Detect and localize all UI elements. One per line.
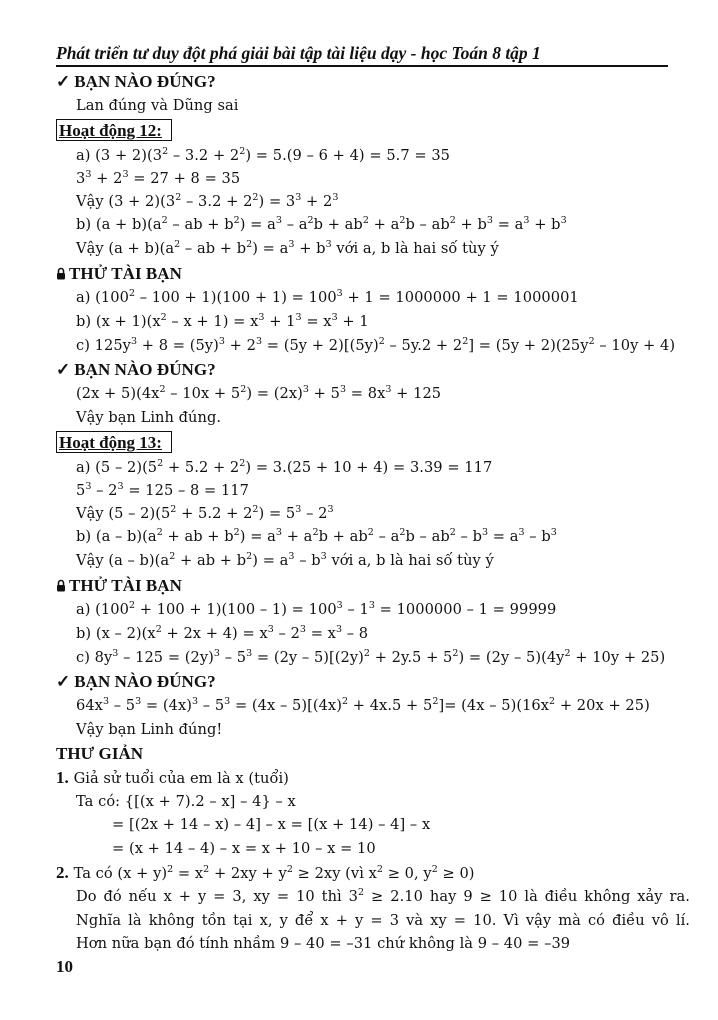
exponent: 2	[159, 384, 166, 395]
exponent: 2	[203, 864, 210, 875]
exponent: 3	[299, 624, 307, 635]
exponent: 3	[275, 527, 283, 538]
exponent: 3	[550, 527, 557, 538]
list-item-2: 2. Ta có $(x + y)^2 = x^2 + 2xy + y^2 \ge 2xy$ (vì $x^2 \ge 0$, $y^2 \ge 0$)	[56, 863, 475, 882]
exponent: 2	[363, 648, 371, 659]
math-line: c) $125y^3 + 8 = (5y)^3 + 2^3 = (5y + 2)[(5y)^2 - 5y.2 + 2^2] = (5y + 2)(25y^2 - 10y + 4)$	[76, 336, 676, 354]
exponent: 2	[162, 146, 169, 157]
exponent: 3	[295, 504, 302, 515]
math-line: Vậy $(3 + 2)(3^2 - 3.2 + 2^2) = 3^3 + 2^3$	[76, 192, 339, 210]
exponent: 3	[218, 336, 225, 347]
section-heading-thu-gian: THƯ GIẢN	[56, 744, 144, 763]
math-line: c) $8y^3 - 125 = (2y)^3 - 5^3 = (2y - 5)[(2y)^2 + 2y.5 + 5^2) = (2y - 5)(4y^2 + 10y + 25)$	[76, 648, 666, 666]
exponent: 2	[462, 336, 469, 347]
exponent: 3	[325, 239, 332, 250]
exponent: 3	[258, 312, 265, 323]
exponent: 2	[157, 458, 164, 469]
math-line: Vậy $(5 - 2)(5^2 + 5.2 + 2^2) = 5^3 - 2^3$	[76, 504, 334, 522]
page-number: 10	[56, 957, 73, 976]
exponent: 2	[549, 696, 556, 707]
exponent: 3	[85, 481, 92, 492]
text-line: Nghĩa là không tồn tại x, y để x + y = 3 và xy = 10. Vì vậy mà có điều vô lí.	[76, 912, 690, 929]
activity-13-box: Hoạt động 13:	[56, 431, 172, 453]
exponent: 2	[432, 696, 439, 707]
exponent: 2	[161, 215, 168, 226]
exponent: 3	[327, 504, 334, 515]
math-line: Vậy $(a - b)(a^2$ + ab + $b^2) = a^3 - b^3$ với a, b là hai số tùy ý	[76, 551, 494, 569]
section-heading-ban-nao-dung-3: ✓ BẠN NÀO ĐÚNG?	[56, 672, 216, 691]
exponent: 2	[239, 146, 246, 157]
exponent: 2	[358, 887, 365, 898]
exponent: 3	[275, 215, 283, 226]
exponent: 2	[252, 192, 259, 203]
exponent: 3	[213, 648, 221, 659]
text-line: Vậy bạn Linh đúng.	[76, 409, 222, 426]
exponent: 2	[167, 864, 174, 875]
exponent: 3	[331, 312, 338, 323]
exponent: 3	[135, 696, 142, 707]
text-line: Hơn nữa bạn đó tính nhầm 9 – 40 = –31 chứ không là 9 – 40 = –39	[76, 935, 571, 952]
exponent: 2	[399, 215, 406, 226]
section-heading-ban-nao-dung-2: ✓ BẠN NÀO ĐÚNG?	[56, 360, 216, 379]
exponent: 3	[523, 215, 530, 226]
exponent: 2	[246, 239, 253, 250]
exponent: 2	[239, 458, 246, 469]
exponent: 3	[130, 336, 138, 347]
exponent: 2	[431, 864, 438, 875]
exponent: 2	[376, 864, 384, 875]
exponent: 2	[246, 551, 253, 562]
exponent: 3	[486, 215, 493, 226]
exponent: 3	[288, 551, 295, 562]
exponent: 3	[336, 288, 343, 299]
exponent: 2	[286, 864, 293, 875]
text-line: = (x + 14 – 4) – x = x + 10 – x = 10	[112, 840, 376, 857]
exponent: 3	[295, 312, 302, 323]
exponent: 3	[288, 239, 295, 250]
exponent: 3	[518, 527, 525, 538]
exponent: 3	[224, 696, 231, 707]
exponent: 3	[122, 169, 129, 180]
exponent: 2	[452, 648, 459, 659]
exponent: 2	[449, 527, 456, 538]
exponent: 2	[341, 696, 349, 707]
exponent: 3	[255, 336, 263, 347]
math-line: a) $(5 - 2)(5^2 + 5.2 + 2^2) = 3.(25 + 10 + 4) = 3.39 = 117$	[76, 458, 493, 476]
exponent: 2	[156, 527, 163, 538]
exponent: 3	[320, 551, 327, 562]
exponent: 3	[302, 384, 309, 395]
exponent: 2	[128, 600, 136, 611]
text-line: = [(2x + 14 – x) – 4] – x = [(x + 14) – 4] – x	[112, 816, 431, 833]
check-mark-icon: ✓	[56, 72, 71, 91]
text-line: Vậy bạn Linh đúng!	[76, 721, 223, 738]
exponent: 3	[385, 384, 392, 395]
exponent: 2	[170, 504, 177, 515]
math-line: a) $(3 + 2)(3^2 - 3.2 + 2^2) = 5.(9 - 6 + 4) = 5.7 = 35$	[76, 146, 451, 164]
text-line: Lan đúng và Dũng sai	[76, 97, 239, 114]
page-header: Phát triển tư duy đột phá giải bài tập tài liệu dạy - học Toán 8 tập 1	[56, 43, 541, 63]
lock-icon	[56, 579, 66, 592]
exponent: 2	[312, 527, 319, 538]
exponent: 2	[128, 288, 136, 299]
section-heading-thu-tai-ban-2: THỬ TÀI BẠN	[56, 575, 182, 597]
exponent: 2	[233, 527, 240, 538]
exponent: 2	[588, 336, 595, 347]
exponent: 3	[332, 192, 339, 203]
exponent: 2	[175, 192, 182, 203]
exponent: 3	[481, 527, 489, 538]
exponent: 3	[560, 215, 567, 226]
exponent: 2	[399, 527, 406, 538]
check-mark-icon: ✓	[56, 672, 71, 691]
section-heading-ban-nao-dung-1: ✓ BẠN NÀO ĐÚNG?	[56, 72, 216, 91]
exponent: 2	[449, 215, 456, 226]
exponent: 2	[169, 551, 176, 562]
math-line: a) $(100^2 + 100 + 1)(100 - 1) = 100^3 - 1^3 = 1000000 - 1 = 99999$	[76, 600, 557, 618]
math-line: $(2x + 5)(4x^2 - 10x + 5^2) = (2x)^3 + 5^3 = 8x^3 + 125$	[76, 384, 442, 402]
math-line: Vậy $(a + b)(a^2$ – ab + $b^2) = a^3 + b^3$ với a, b là hai số tùy ý	[76, 239, 499, 257]
math-line: a) $(100^2 - 100 + 1)(100 + 1) = 100^3 + 1 = 1000000 + 1 = 1000001$	[76, 288, 579, 306]
exponent: 3	[85, 169, 92, 180]
exponent: 2	[233, 215, 240, 226]
lock-icon	[56, 267, 66, 280]
list-number: 1.	[56, 768, 69, 787]
math-line: b) $(x + 1)(x^2 - x + 1) = x^3 + 1^3 = x^3 + 1$	[76, 312, 369, 330]
exponent: 2	[155, 624, 162, 635]
exponent: 3	[117, 481, 124, 492]
exponent: 2	[367, 527, 374, 538]
exponent: 3	[339, 384, 347, 395]
exponent: 3	[336, 600, 343, 611]
exponent: 2	[174, 239, 181, 250]
math-line: b) $(x - 2)(x^2 + 2x + 4) = x^3 - 2^3 = x^3 - 8$	[76, 624, 369, 642]
list-item-1: 1. Giả sử tuổi của em là x (tuổi)	[56, 768, 289, 787]
exponent: 2	[564, 648, 571, 659]
exponent: 3	[246, 648, 253, 659]
exponent: 2	[240, 384, 247, 395]
activity-12-box: Hoạt động 12:	[56, 119, 172, 141]
exponent: 2	[307, 215, 314, 226]
check-mark-icon: ✓	[56, 360, 71, 379]
exponent: 2	[362, 215, 369, 226]
math-line: $64x^3 - 5^3 = (4x)^3 - 5^3 = (4x - 5)[(4x)^2 + 4x.5 + 5^2]= (4x - 5)(16x^2 + 20x + 25)$	[76, 696, 650, 714]
exponent: 3	[335, 624, 343, 635]
exponent: 2	[160, 312, 167, 323]
exponent: 3	[368, 600, 375, 611]
exponent: 2	[378, 336, 385, 347]
math-line: $3^3 + 2^3 = 27 + 8 = 35$	[76, 169, 241, 187]
math-line: b) $(a + b)(a^2$ – ab + $b^2) = a^3 - a^2b + ab^2 + a^2b - ab^2 + b^3 = a^3 + b^3$	[76, 215, 567, 233]
exponent: 3	[112, 648, 119, 659]
section-heading-thu-tai-ban-1: THỬ TÀI BẠN	[56, 263, 182, 285]
exponent: 2	[252, 504, 259, 515]
text-line: Do đó nếu x + y = 3, xy = 10 thì $3^2 \ge 2.10$ hay 9 ≥ 10 là điều không xảy ra.	[76, 887, 690, 905]
header-rule	[56, 65, 668, 67]
text-line: Ta có: {[(x + 7).2 – x] – 4} – x	[76, 793, 296, 810]
math-line: b) $(a - b)(a^2$ + ab + $b^2) = a^3 + a^2b + ab^2 - a^2b - ab^2 - b^3 = a^3 - b^3$	[76, 527, 557, 545]
exponent: 3	[192, 696, 199, 707]
list-number: 2.	[56, 863, 69, 882]
exponent: 3	[295, 192, 302, 203]
exponent: 3	[102, 696, 110, 707]
math-line: $5^3 - 2^3 = 125 - 8 = 117$	[76, 481, 250, 499]
exponent: 3	[267, 624, 274, 635]
